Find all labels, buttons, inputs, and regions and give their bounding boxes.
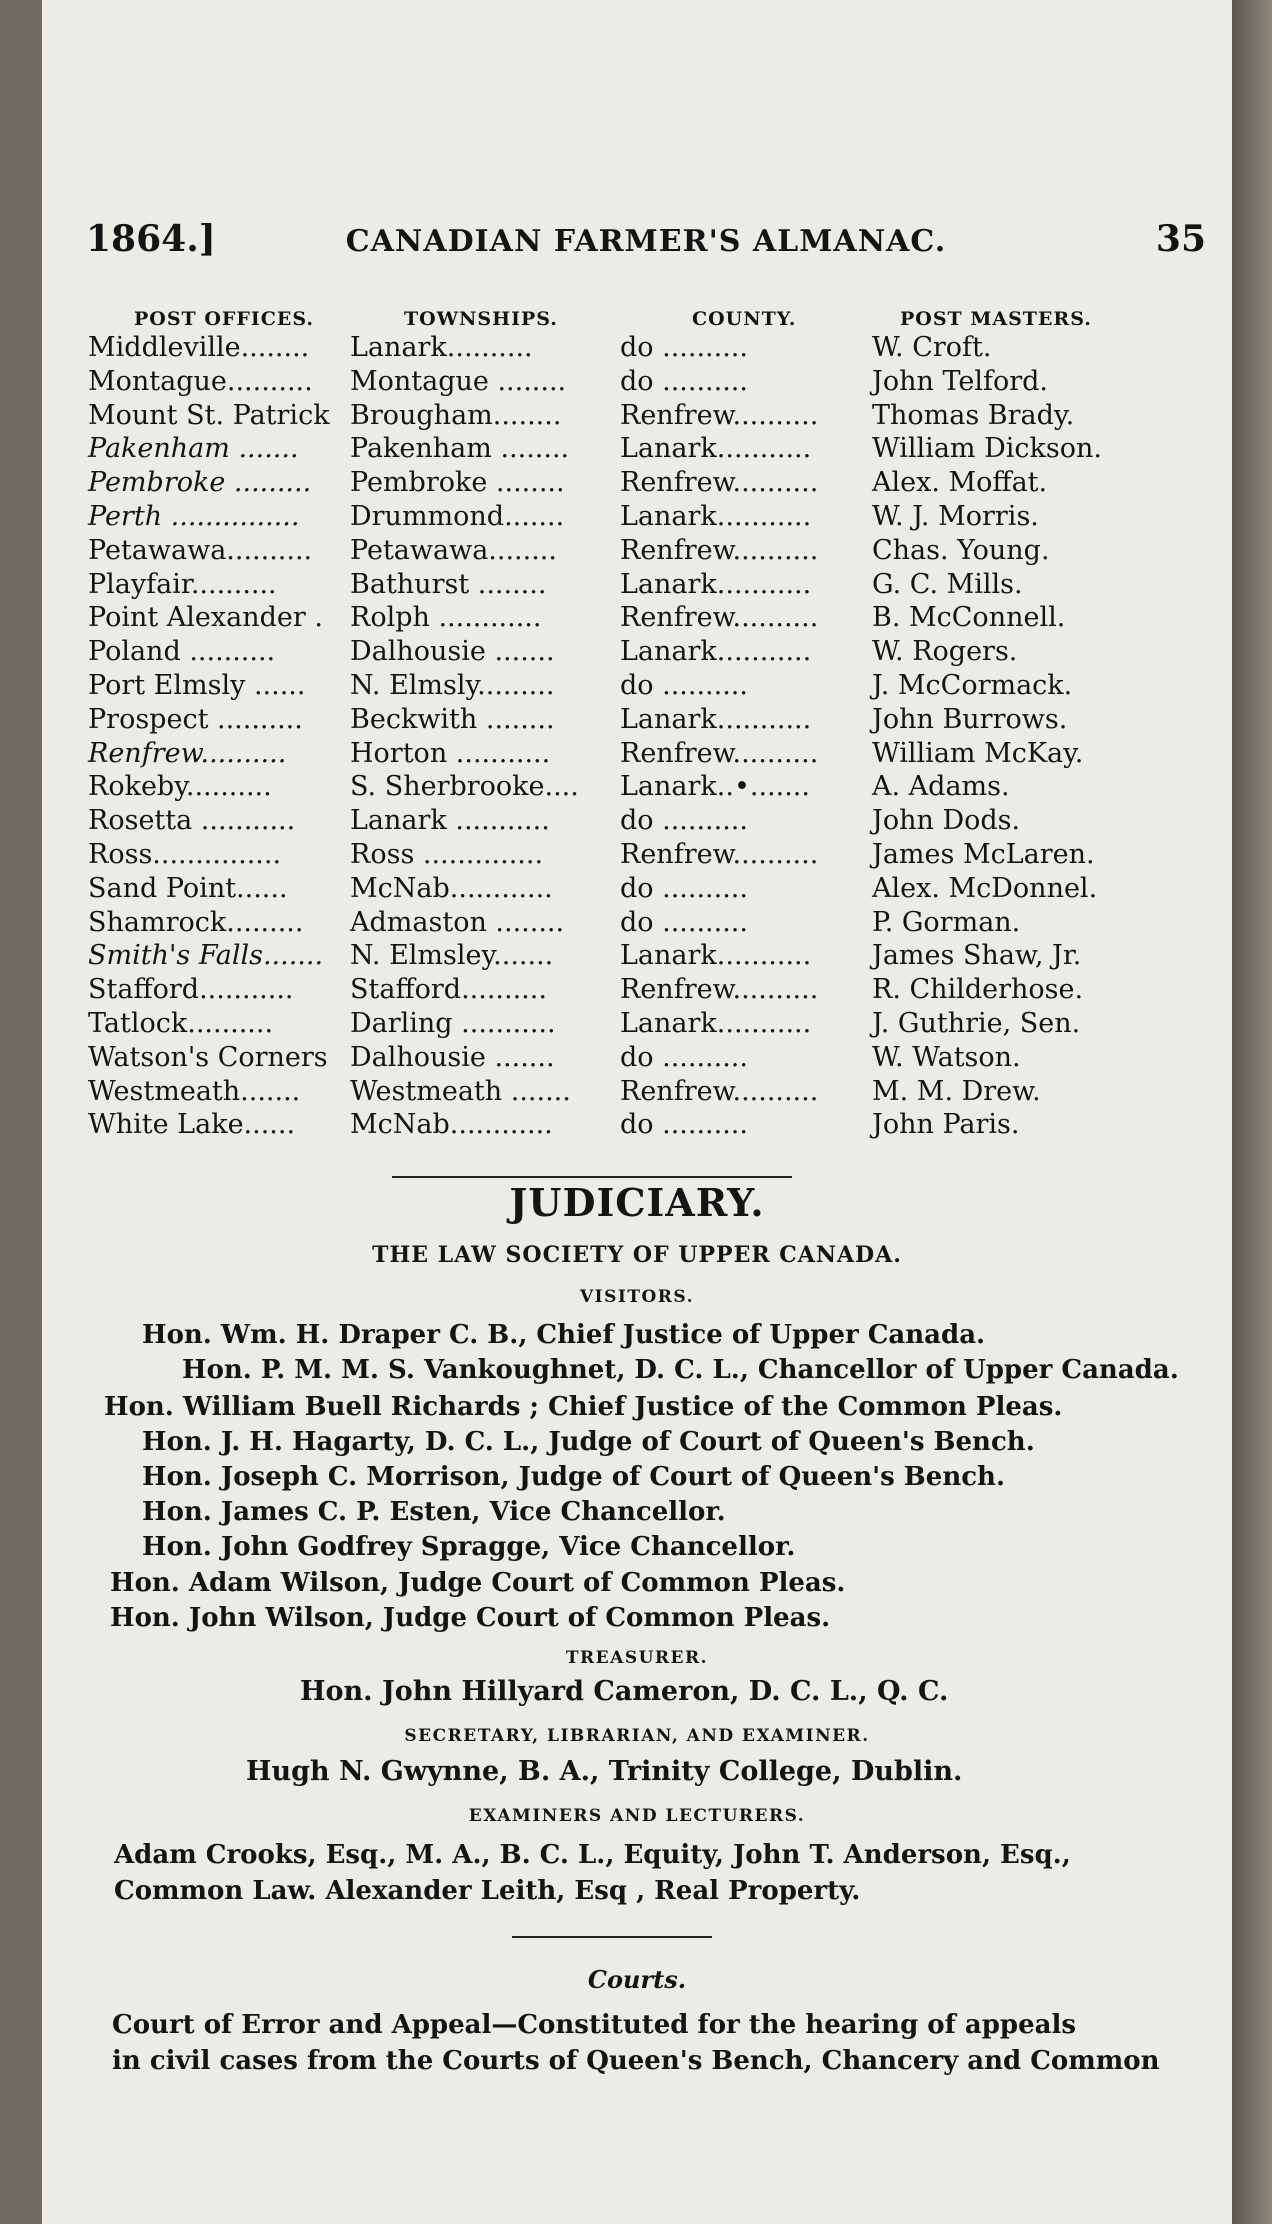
post-office-name: White Lake...... [88,1109,296,1141]
visitor-line: Hon. P. M. M. S. Vankoughnet, D. C. L., Chancellor of Upper Canada. [182,1355,1179,1385]
post-office-name: Point Alexander . [88,602,323,634]
township-name: Admaston ........ [350,906,565,938]
table-row [88,467,1198,501]
county-name: Lanark..•....... [620,771,810,803]
table-row [88,366,1198,400]
header-year: 1864.] [86,218,216,260]
table-row [88,873,1198,907]
township-name: Dalhousie ....... [350,636,555,668]
county-name: Renfrew.......... [620,1075,819,1107]
county-name: do .......... [620,872,748,904]
post-master-name: P. Gorman. [872,906,1021,938]
post-master-name: John Paris. [872,1109,1020,1141]
township-name: Bathurst ........ [350,568,547,600]
post-master-name: G. C. Mills. [872,568,1023,600]
visitor-line: Hon. Adam Wilson, Judge Court of Common Pleas. [110,1568,846,1598]
township-name: Lanark ........... [350,805,550,837]
visitor-line: Hon. Joseph C. Morrison, Judge of Court of Queen's Bench. [142,1462,1006,1492]
township-name: Ross .............. [350,838,544,870]
county-name: do .......... [620,669,748,701]
post-master-name: John Dods. [872,805,1021,837]
post-master-name: William McKay. [872,737,1084,769]
page-number: 35 [1155,218,1206,260]
visitor-line: Hon. Wm. H. Draper C. B., Chief Justice of Upper Canada. [142,1320,986,1350]
post-office-name: Shamrock......... [88,906,304,938]
county-name: Renfrew.......... [620,838,819,870]
township-name: Dalhousie ....... [350,1041,555,1073]
column-header-post-masters: POST MASTERS. [900,308,1092,330]
table-row [88,839,1198,873]
table-row [88,332,1198,366]
county-name: Renfrew.......... [620,602,819,634]
township-name: McNab............ [350,872,553,904]
visitor-line: Hon. William Buell Richards ; Chief Justice of the Common Pleas. [104,1392,1063,1422]
county-name: do .......... [620,365,748,397]
post-master-name: J. McCormack. [872,669,1073,701]
post-master-name: William Dickson. [872,433,1102,465]
table-row [88,433,1198,467]
table-row [88,1008,1198,1042]
post-office-name: Stafford........... [88,974,294,1006]
township-name: N. Elmsley....... [350,940,554,972]
law-society-heading: THE LAW SOCIETY OF UPPER CANADA. [372,1242,902,1268]
table-row [88,569,1198,603]
township-name: Stafford.......... [350,974,547,1006]
examiners-heading: EXAMINERS AND LECTURERS. [468,1806,806,1826]
table-row [88,738,1198,772]
court-paragraph-line: Court of Error and Appeal—Constituted for the hearing of appeals [112,2010,1076,2040]
township-name: Pembroke ........ [350,467,565,499]
county-name: Renfrew.......... [620,467,819,499]
township-name: Montague ........ [350,365,567,397]
post-master-name: W. Watson. [872,1041,1021,1073]
table-row [88,771,1198,805]
post-master-name: W. Rogers. [872,636,1018,668]
post-office-name: Mount St. Patrick [88,399,330,431]
post-master-name: W. Croft. [872,332,992,363]
table-row [88,501,1198,535]
post-master-name: Alex. Moffat. [872,467,1048,499]
township-name: McNab............ [350,1109,553,1141]
county-name: do .......... [620,906,748,938]
post-office-name: Pakenham ....... [88,433,299,465]
table-row [88,670,1198,704]
post-office-name: Poland .......... [88,636,276,668]
county-name: Renfrew.......... [620,399,819,431]
county-name: Lanark........... [620,1007,812,1039]
post-office-name: Ross............... [88,838,282,870]
county-name: do .......... [620,1041,748,1073]
book-spine [1232,0,1272,2224]
post-office-name: Playfair.......... [88,568,277,600]
post-master-name: Alex. McDonnel. [872,872,1098,904]
post-master-name: W. J. Morris. [872,500,1039,532]
table-row [88,636,1198,670]
visitor-line: Hon. John Wilson, Judge Court of Common Pleas. [110,1603,831,1633]
township-name: Drummond....... [350,500,565,532]
post-master-name: M. M. Drew. [872,1075,1041,1107]
post-office-name: Rokeby.......... [88,771,272,803]
column-header-post-offices: POST OFFICES. [134,308,314,330]
county-name: Lanark........... [620,433,812,465]
post-office-name: Smith's Falls....... [88,940,324,972]
almanac-page [42,0,1232,2224]
post-office-name: Port Elmsly ...... [88,669,306,701]
treasurer-name: Hon. John Hillyard Cameron, D. C. L., Q. C. [300,1676,949,1707]
visitor-line: Hon. J. H. Hagarty, D. C. L., Judge of Court of Queen's Bench. [142,1427,1035,1457]
post-office-name: Rosetta ........... [88,805,296,837]
treasurer-heading: TREASURER. [565,1648,709,1668]
table-row [88,805,1198,839]
courts-heading: Courts. [587,1965,687,1994]
county-name: Renfrew.......... [620,737,819,769]
township-name: Westmeath ....... [350,1075,571,1107]
post-office-name: Tatlock.......... [88,1007,274,1039]
county-name: Renfrew.......... [620,534,819,566]
court-paragraph-line: in civil cases from the Courts of Queen's Bench, Chancery and Common [112,2046,1160,2076]
post-master-name: B. McConnell. [872,602,1066,634]
post-master-name: James Shaw, Jr. [872,940,1082,972]
column-header-county: COUNTY. [692,308,797,330]
table-row [88,940,1198,974]
table-row [88,1042,1198,1076]
county-name: Lanark........... [620,636,812,668]
township-name: Beckwith ........ [350,703,555,735]
table-row [88,400,1198,434]
county-name: do .......... [620,1109,748,1141]
post-office-name: Westmeath....... [88,1075,301,1107]
township-name: Brougham........ [350,399,562,431]
post-office-name: Petawawa.......... [88,534,313,566]
post-master-name: James McLaren. [872,838,1095,870]
township-name: N. Elmsly......... [350,669,555,701]
table-row [88,907,1198,941]
visitor-line: Hon. James C. P. Esten, Vice Chancellor. [142,1497,726,1527]
county-name: Lanark........... [620,703,812,735]
secretary-heading: SECRETARY, LIBRARIAN, AND EXAMINER. [404,1726,870,1746]
county-name: do .......... [620,805,748,837]
courts-divider [512,1936,712,1938]
examiners-line: Common Law. Alexander Leith, Esq , Real Property. [114,1876,861,1906]
post-office-name: Renfrew.......... [88,737,287,769]
county-name: do .......... [620,332,748,363]
table-row [88,704,1198,738]
post-master-name: A. Adams. [872,771,1010,803]
township-name: Darling ........... [350,1007,556,1039]
county-name: Lanark........... [620,568,812,600]
examiners-line: Adam Crooks, Esq., M. A., B. C. L., Equity, John T. Anderson, Esq., [114,1840,1071,1870]
table-row [88,974,1198,1008]
visitor-line: Hon. John Godfrey Spragge, Vice Chancellor. [142,1532,796,1562]
judiciary-heading: JUDICIARY. [509,1180,765,1225]
county-name: Lanark........... [620,500,812,532]
township-name: Pakenham ........ [350,433,570,465]
table-row [88,535,1198,569]
post-office-name: Perth ............... [88,500,300,532]
table-row [88,1109,1198,1143]
post-office-name: Pembroke ......... [88,467,312,499]
post-office-name: Prospect .......... [88,703,303,735]
township-name: Horton ........... [350,737,551,769]
post-office-name: Montague.......... [88,365,313,397]
county-name: Lanark........... [620,940,812,972]
post-master-name: Chas. Young. [872,534,1050,566]
county-name: Renfrew.......... [620,974,819,1006]
running-header [86,218,1206,268]
post-office-name: Middleville........ [88,332,310,363]
township-name: S. Sherbrooke.... [350,771,579,803]
township-name: Lanark.......... [350,332,533,363]
post-master-name: John Telford. [872,365,1048,397]
post-master-name: R. Childerhose. [872,974,1084,1006]
visitors-heading: VISITORS. [579,1287,695,1307]
section-divider [392,1176,792,1178]
post-master-name: Thomas Brady. [872,399,1075,431]
secretary-name: Hugh N. Gwynne, B. A., Trinity College, Dublin. [246,1756,963,1787]
post-office-name: Sand Point...... [88,872,288,904]
table-row [88,602,1198,636]
post-office-name: Watson's Corners [88,1041,328,1073]
township-name: Petawawa........ [350,534,557,566]
post-master-name: John Burrows. [872,703,1068,735]
post-master-name: J. Guthrie, Sen. [872,1007,1081,1039]
township-name: Rolph ............ [350,602,542,634]
column-header-townships: TOWNSHIPS. [404,308,558,330]
post-office-table [88,332,1198,1143]
table-row [88,1076,1198,1110]
header-title: CANADIAN FARMER'S ALMANAC. [345,224,947,259]
